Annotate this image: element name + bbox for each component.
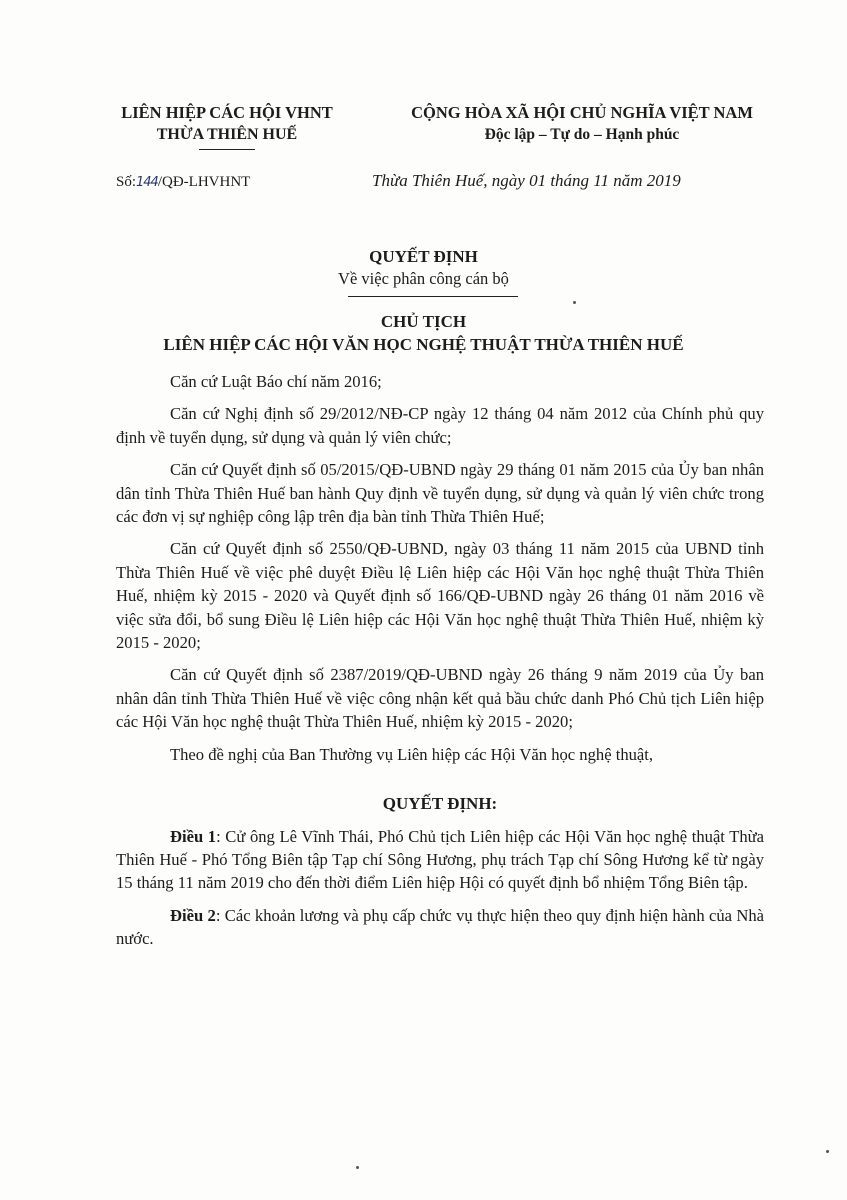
legal-basis-paragraph: Căn cứ Luật Báo chí năm 2016; [170,372,382,391]
legal-basis-paragraph: Căn cứ Quyết định số 2550/QĐ-UBND, ngày 03 tháng 11 năm 2015 của UBND tỉnh Thừa Thiên Huế về việc phê duyệt Điều lệ Liên hiệp các Hội Văn học nghệ thuật Thừa Thiên Huế, nhiệm kỳ 2015 - 2020 và Quyết định số 166/QĐ-UBND ngày 26 tháng 01 năm 2016 về việc sửa đổi, bổ sung Điều lệ Liên hiệp các Hội Văn học nghệ thuật Thừa Thiên Huế, nhiệm kỳ 2015 - 2020; [116,539,764,653]
legal-basis-paragraph: Căn cứ Quyết định số 05/2015/QĐ-UBND ngày 29 tháng 01 năm 2015 của Ủy ban nhân dân tỉnh Thừa Thiên Huế ban hành Quy định về tuyển dụng, sử dụng và quản lý viên chức trong các đơn vị sự nghiệp công lập trên địa bàn tỉnh Thừa Thiên Huế; [116,460,764,527]
authority-organization: LIÊN HIỆP CÁC HỘI VĂN HỌC NGHỆ THUẬT THỪA THIÊN HUẾ [163,335,684,354]
decision-heading: QUYẾT ĐỊNH: [382,794,498,814]
document-title: QUYẾT ĐỊNH [369,247,478,266]
org-underline [199,149,255,150]
nation-name: CỘNG HÒA XÃ HỘI CHỦ NGHĨA VIỆT NAM [411,103,753,122]
scan-speck [356,1166,359,1169]
proposal-paragraph: Theo đề nghị của Ban Thường vụ Liên hiệp các Hội Văn học nghệ thuật, [170,744,654,764]
article-text: : Các khoản lương và phụ cấp chức vụ thực hiện theo quy định hiện hành của Nhà nước. [116,905,764,949]
handwritten-number: 144 [136,175,158,190]
org-name-line1: LIÊN HIỆP CÁC HỘI VHNT [121,103,333,122]
legal-basis-paragraph: Căn cứ Nghị định số 29/2012/NĐ-CP ngày 12 tháng 04 năm 2012 của Chính phủ quy định về tuyển dụng, sử dụng và quản lý viên chức; [116,404,764,447]
place-and-date: Thừa Thiên Huế, ngày 01 tháng 11 năm 2019 [372,171,681,190]
article-paragraph [116,904,764,951]
article-paragraph [116,825,764,895]
authority-title: CHỦ TỊCH [380,312,467,331]
national-header-block [382,102,782,146]
national-motto: Độc lập – Tự do – Hạnh phúc [484,126,680,143]
article-label: Điều 2 [170,905,216,925]
document-subject: Về việc phân công cán bộ [338,269,509,288]
legal-basis-paragraph: Căn cứ Quyết định số 2387/2019/QĐ-UBND ngày 26 tháng 9 năm 2019 của Ủy ban nhân dân tỉnh Thừa Thiên Huế về việc công nhận kết quả bầu chức danh Phó Chủ tịch Liên hiệp các Hội Văn học nghệ thuật Thừa Thiên Huế, nhiệm kỳ 2015 - 2020; [116,665,764,732]
scan-speck [573,301,576,304]
org-name-line2: THỪA THIÊN HUẾ [156,126,298,143]
number-prefix: Số: [116,174,137,190]
issuing-organization-block [96,102,358,150]
title-divider [348,296,518,297]
article-text: : Cử ông Lê Vĩnh Thái, Phó Chủ tịch Liên hiệp các Hội Văn học nghệ thuật Thừa Thiên Huế - Phó Tổng Biên tập Tạp chí Sông Hương, phụ trách Tạp chí Sông Hương kể từ ngày 15 tháng 11 năm 2019 cho đến thời điểm Liên hiệp Hội có quyết định bổ nhiệm Tổng Biên tập. [116,826,765,893]
article-label: Điều 1 [170,826,217,846]
document-body [116,370,764,960]
scan-speck [826,1150,829,1153]
number-suffix: /QĐ-LHVHNT [157,174,251,190]
document-number [116,172,250,193]
